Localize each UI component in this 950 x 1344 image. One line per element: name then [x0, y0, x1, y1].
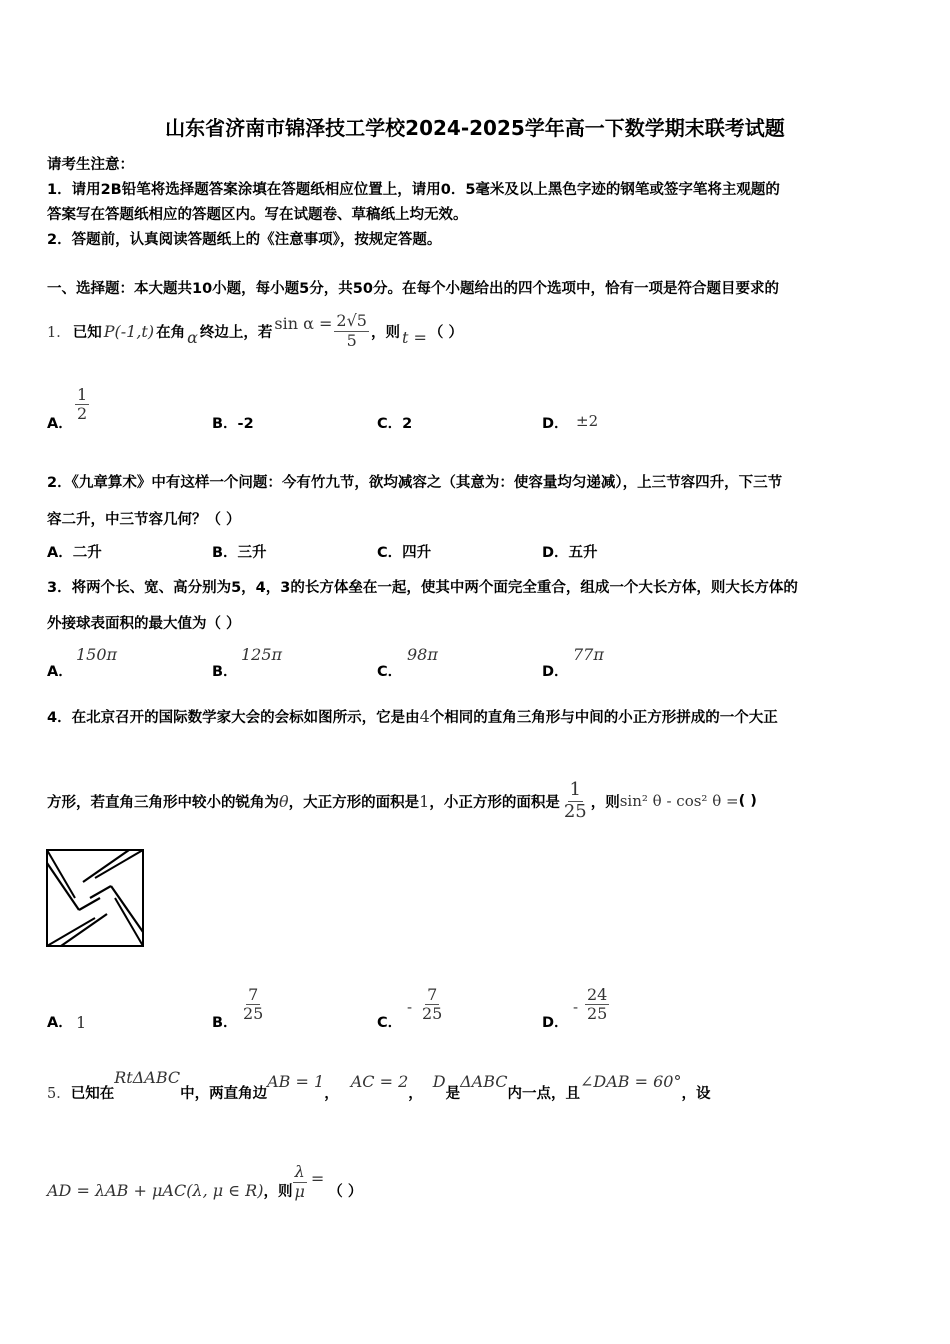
q1-text-1: 已知 [72, 324, 102, 341]
q5-d: D [432, 1072, 446, 1091]
q4-text-2e: ( ) [738, 793, 757, 809]
q5-text-4: 内一点，且 [507, 1086, 580, 1102]
q1-text-4: ，则 [370, 324, 400, 341]
q1-sin: sin α = [274, 313, 333, 333]
q4-d-den: 25 [587, 1004, 608, 1024]
q5-text-3: 是 [445, 1086, 461, 1102]
q3-option-d-value: 77π [573, 645, 604, 664]
q3-line-1: 3．将两个长、宽、高分别为5，4，3的长方体垒在一起，使其中两个面完全重合，组成一个大长方体，则大长方体的 [47, 580, 798, 596]
q4-theta: θ [279, 791, 289, 811]
notice-heading: 请考生注意： [47, 157, 134, 173]
q4-option-d-sign: - [573, 998, 579, 1016]
notice-line-2: 2．答题前，认真阅读答题纸上的《注意事项》，按规定答题。 [47, 232, 442, 248]
q1-a-den: 2 [77, 404, 88, 424]
pinwheel-square-figure [45, 848, 145, 948]
q2-option-b: B．三升 [212, 545, 267, 561]
q4-text-2d: ，则 [590, 794, 620, 811]
q1-point: P(-1,t) [103, 321, 155, 341]
q4-small-area [562, 780, 589, 822]
q1-option-a-label: A． [47, 416, 73, 432]
q1-a-num: 1 [77, 385, 88, 404]
pinwheel-actual [47, 850, 143, 946]
question-1 [47, 303, 463, 359]
q5-triangle: RtΔABC [114, 1068, 181, 1087]
q4-d-num: 24 [587, 985, 608, 1004]
q4-text-1a: 4．在北京召开的国际数学家大会的会标如图所示，它是由 [47, 710, 420, 726]
q5-comma-2: ， [408, 1086, 423, 1102]
q4-four: 4 [419, 707, 430, 726]
q5-number: 5． [47, 1086, 71, 1102]
outer-square [47, 850, 143, 946]
q5-text-7: （ ） [328, 1183, 363, 1200]
q5-text-5: ，设 [681, 1086, 711, 1102]
q3-option-b-value: 125π [241, 645, 283, 664]
q5-vector-eq: AD = λAB + μAC(λ, μ ∈ R) [47, 1180, 264, 1200]
section-header: 一、选择题：本大题共10小题，每小题5分，共50分。在每个小题给出的四个选项中，恰有一项是符合题目要求的 [47, 281, 779, 297]
q3-option-a-label: A． [47, 664, 73, 680]
q5-angle: ∠DAB = 60° [580, 1072, 682, 1091]
q4-text-2c: ，小正方形的面积是 [429, 794, 560, 811]
q4-line-1 [47, 706, 778, 727]
q4-option-b-label: B． [212, 1015, 238, 1031]
q1-text-5: （ ） [428, 324, 463, 341]
triangle-3 [115, 898, 143, 946]
notice-line-1b: 答案写在答题纸相应的答题区内。写在试题卷、草稿纸上均无效。 [47, 207, 468, 223]
q3-option-d-label: D． [542, 664, 569, 680]
triangle-2 [95, 850, 143, 878]
q4-small-num: 1 [569, 778, 581, 800]
q4-option-c-label: C． [377, 1015, 403, 1031]
q4-c-den: 25 [422, 1004, 443, 1024]
q3-option-a-value: 150π [76, 645, 118, 664]
q4-option-c-sign: - [407, 998, 413, 1016]
q2-option-d: D．五升 [542, 545, 598, 561]
q1-option-a-fraction [75, 386, 89, 424]
q4-b-num: 7 [248, 985, 259, 1004]
q1-alpha: α [187, 327, 198, 347]
q2-option-c: C．四升 [377, 545, 432, 561]
q5-ab: AB = 1 [267, 1072, 325, 1091]
q5-equals: = [310, 1168, 325, 1188]
q3-option-b-label: B． [212, 664, 238, 680]
q5-ac: AC = 2 [350, 1072, 409, 1091]
q4-option-a-label: A． [47, 1015, 73, 1031]
q5-triangle-2: ΔABC [460, 1072, 508, 1091]
q4-option-b-fraction [241, 986, 265, 1024]
q4-c-num: 7 [427, 985, 438, 1004]
q2-line-2: 容二升，中三节容几何？（ ） [47, 512, 241, 528]
q1-frac-num: 2√5 [336, 311, 367, 331]
triangle-1 [47, 850, 75, 898]
q5-text-2: 中，两直角边 [180, 1086, 268, 1102]
q1-text-2: 在角 [156, 324, 186, 341]
q5-mu: μ [294, 1181, 305, 1201]
q1-option-d-value: ±2 [576, 412, 599, 430]
q4-line-2 [47, 766, 757, 836]
q5-text-6: ，则 [263, 1183, 293, 1200]
q1-option-d-label: D． [542, 416, 569, 432]
q4-option-d-label: D． [542, 1015, 569, 1031]
q2-option-a: A．二升 [47, 545, 102, 561]
q2-line-1: 2．《九章算术》中有这样一个问题：今有竹九节，欲均减容之（其意为：使容量均匀递减），上三节容四升，下三节 [47, 475, 783, 491]
q4-one: 1 [419, 791, 430, 811]
q4-text-2a: 方形，若直角三角形中较小的锐角为 [47, 794, 279, 811]
page-title: 山东省济南市锦泽技工学校2024-2025学年高一下数学期末联考试题 [165, 116, 785, 140]
q3-line-2: 外接球表面积的最大值为（ ） [47, 616, 241, 632]
q4-option-a-value: 1 [76, 1013, 87, 1032]
q1-option-c: C．2 [377, 416, 413, 432]
q5-line-2 [47, 1154, 362, 1210]
q3-option-c-label: C． [377, 664, 403, 680]
q5-lambda: λ [294, 1162, 305, 1182]
q4-small-den: 25 [563, 800, 587, 822]
q4-option-c-fraction [420, 986, 444, 1024]
q4-text-1b: 个相同的直角三角形与中间的小正方形拼成的一个大正 [429, 710, 778, 726]
q1-option-b: B．-2 [212, 416, 254, 432]
q5-comma-1: ， [324, 1086, 339, 1102]
q4-option-d-fraction [585, 986, 609, 1024]
q5-text-1: 已知在 [70, 1086, 115, 1102]
q5-line-1 [47, 1068, 710, 1103]
q1-text-3: 终边上，若 [199, 324, 273, 341]
notice-line-1: 1．请用2B铅笔将选择题答案涂填在答题纸相应位置上，请用0．5毫米及以上黑色字迹的钢笔或签字笔将主观题的 [47, 182, 780, 198]
q4-b-den: 25 [243, 1004, 264, 1024]
q5-ratio [292, 1163, 306, 1201]
q1-fraction [334, 312, 369, 350]
q1-t-eq: t = [401, 327, 427, 347]
q4-expression: sin² θ - cos² θ = [619, 792, 739, 810]
q1-number: 1． [47, 324, 71, 341]
triangle-4 [47, 918, 95, 946]
q1-frac-den: 5 [346, 330, 357, 350]
q3-option-c-value: 98π [407, 645, 438, 664]
q4-text-2b: ，大正方形的面积是 [288, 794, 420, 811]
